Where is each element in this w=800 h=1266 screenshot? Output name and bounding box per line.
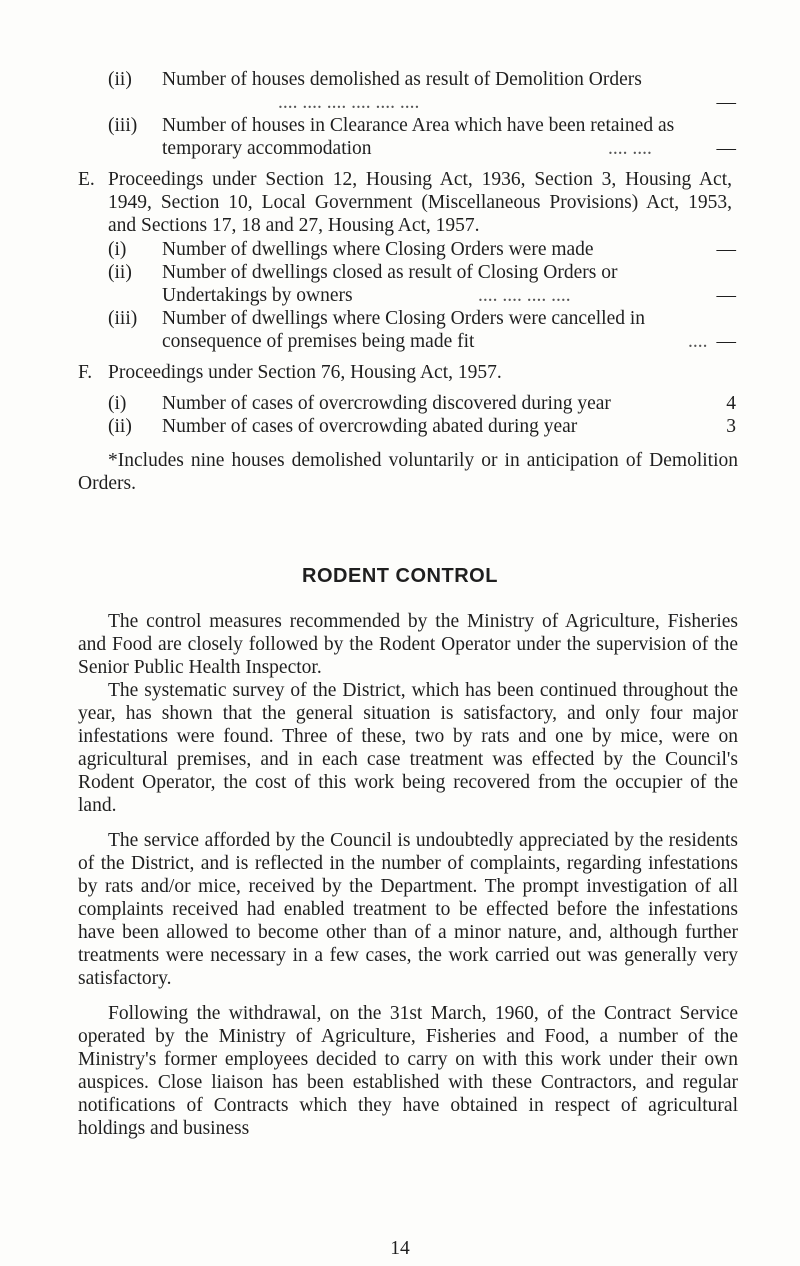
item-number: (iii): [108, 308, 138, 329]
item-text: Number of dwellings where Closing Orders were cancelled in consequence of premises being made fit: [162, 308, 646, 352]
item-number: (i): [108, 239, 127, 260]
item-text: Number of cases of overcrowding discovered during year: [162, 393, 611, 414]
section-heading: RODENT CONTROL: [302, 565, 498, 587]
item-number: (iii): [108, 115, 138, 136]
item-dots: .... .... .... .... .... ....: [278, 92, 420, 113]
item-value: —: [716, 331, 736, 352]
item-number: (ii): [108, 69, 132, 90]
body-text: [78, 610, 738, 1140]
item-value: 3: [726, 416, 736, 437]
item-value: —: [716, 92, 736, 113]
paragraph: Following the withdrawal, on the 31st March, 1960, of the Contract Service operated by the Ministry of Agriculture, Fisheries and Food, a number of the Ministry's former employees decided to carry on with this work under their own auspices. Close liaison has been established with these Contractors, and regular notifications of Contracts which they have obtained in respect of agricultural holdings and business: [78, 1003, 738, 1139]
footnote: *Includes nine houses demolished voluntarily or in anticipation of Demolition Orders.: [78, 450, 738, 494]
item-value: —: [716, 138, 736, 159]
item-number: (ii): [108, 416, 132, 437]
section-letter: F.: [78, 362, 93, 383]
page-number: 14: [390, 1238, 410, 1259]
paragraph: The systematic survey of the District, which has been continued throughout the year, has shown that the general situation is satisfactory, and only four major infestations were found. Three of these, two by rats and one by mice, were on agricultural premises, and in each case treatment was effected by the Council's Rodent Operator, the cost of this work being recovered from the occupier of the land.: [78, 680, 738, 816]
paragraph: The control measures recommended by the Ministry of Agriculture, Fisheries and Food are closely followed by the Rodent Operator under the supervision of the Senior Public Health Inspector.: [78, 611, 738, 678]
item-value: 4: [726, 393, 736, 414]
item-number: (ii): [108, 262, 132, 283]
section-heading-text: Proceedings under Section 76, Housing Act, 1957.: [108, 362, 502, 383]
item-text: Number of houses demolished as result of Demolition Orders: [162, 69, 642, 90]
paragraph: The service afforded by the Council is undoubtedly appreciated by the residents of the District, and is reflected in the number of complaints, regarding infestations by rats and/or mice, received by the Department. The prompt investigation of all complaints received had enabled treatment to be effected before the infestations have been allowed to become other than of a minor nature, and, although further treatments were necessary in a few cases, the work carried out was generally very satisfactory.: [78, 830, 738, 989]
item-text: Number of dwellings where Closing Orders were made: [162, 239, 594, 260]
section-letter: E.: [78, 169, 95, 190]
item-number: (i): [108, 393, 127, 414]
item-text: Number of cases of overcrowding abated during year: [162, 416, 578, 437]
item-dots: ....: [688, 331, 708, 352]
item-text: Number of dwellings closed as result of Closing Orders or Undertakings by owners: [162, 262, 618, 306]
section-heading-text: Proceedings under Section 12, Housing Act, 1936, Section 3, Housing Act, 1949, Section 10, Local Government (Miscellaneous Provisions) Act, 1953, and Sections 17, 18 and 27, Housing Act, 1957.: [108, 169, 732, 236]
item-text: Number of houses in Clearance Area which have been retained as temporary accommodation: [162, 115, 675, 159]
item-dots: .... ....: [608, 138, 652, 159]
item-value: —: [716, 239, 736, 260]
item-value: —: [716, 285, 736, 306]
item-dots: .... .... .... ....: [478, 285, 571, 306]
